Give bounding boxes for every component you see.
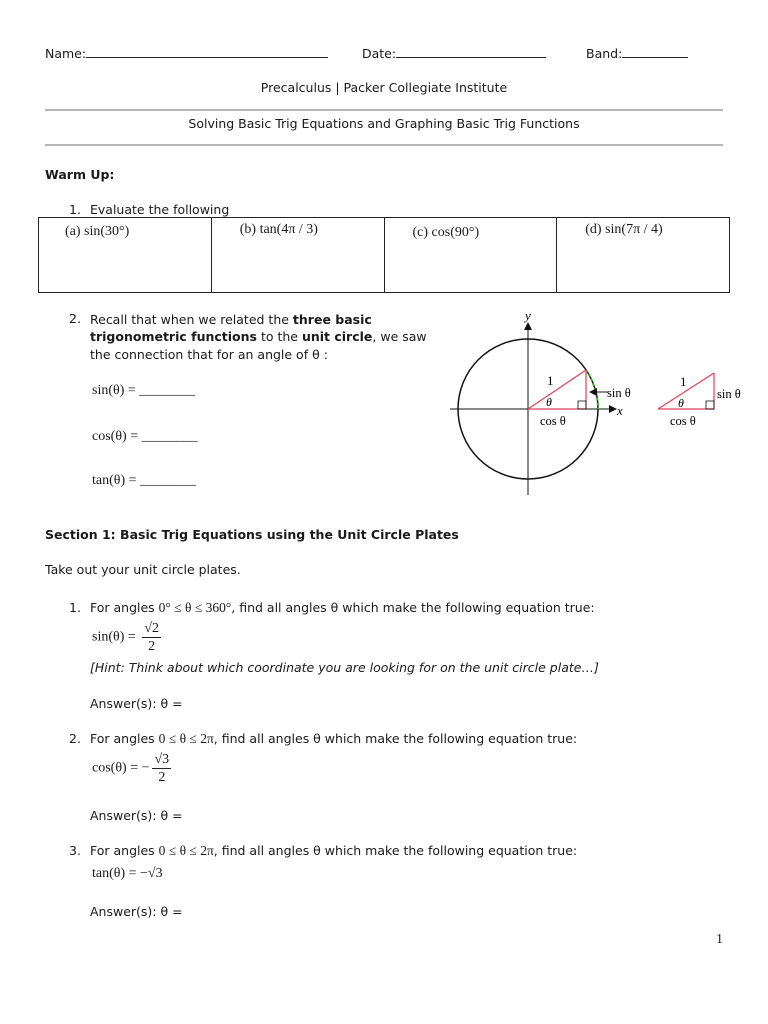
date-blank[interactable] [396,45,546,58]
small-sin-label: sin θ [717,387,741,401]
page-number: 1 [716,932,723,947]
q2-number: 2. [69,311,81,326]
sin-label: sin θ [607,386,631,400]
p1-equation: sin(θ) = $\frac{√2}{2}$ [92,621,159,654]
title-rule-top [45,109,723,111]
section1-heading: Section 1: Basic Trig Equations using the Unit Circle Plates [45,527,459,542]
small-cos-label: cos θ [670,414,696,428]
y-label: y [525,308,531,323]
band-field [586,45,688,61]
p2-equation: cos(θ) = − $\frac{√3}{2}$ [92,752,170,785]
p1-range: 0° ≤ θ ≤ 360° [158,600,232,615]
p3-range: 0 ≤ θ ≤ 2π [158,843,214,858]
p2-prompt: For angles 0 ≤ θ ≤ 2π, find all angles θ which make the following equation true: [90,731,578,746]
p3-equation: tan(θ) = −√3 [92,866,163,881]
right-angle-mark [578,401,586,409]
sin-blank[interactable]: sin(θ) = ________ [92,383,196,398]
name-blank[interactable] [86,45,328,58]
q2-bold-trig-functions: trigonometric functions [90,329,257,344]
small-right-angle-mark [706,401,714,409]
warmup-heading: Warm Up: [45,167,115,182]
p1-prompt: For angles 0° ≤ θ ≤ 360°, find all angles θ which make the following equation true: [90,600,595,615]
cell-a[interactable]: (a) sin(30°) [39,218,212,293]
q2-bold-unit-circle: unit circle [301,329,373,344]
q1-text: Evaluate the following [90,202,230,217]
p3-answer[interactable]: Answer(s): θ = [90,904,183,919]
title-rule-bottom [45,144,723,146]
date-label: Date: [362,46,397,61]
cos-blank[interactable]: cos(θ) = ________ [92,429,198,444]
p1-number: 1. [69,600,81,615]
cos-label: cos θ [540,414,566,428]
p2-fraction: $\frac{√3}{2}$ [154,752,170,785]
p3-prompt: For angles 0 ≤ θ ≤ 2π, find all angles θ which make the following equation true: [90,843,578,858]
unit-circle-diagram [440,305,768,505]
hyp-label: 1 [547,373,554,388]
band-label: Band: [586,46,623,61]
worksheet-title: Solving Basic Trig Equations and Graphing Basic Trig Functions [188,116,580,131]
angle-arc [586,370,598,409]
q1-number: 1. [69,202,81,217]
p3-number: 3. [69,843,81,858]
p2-answer[interactable]: Answer(s): θ = [90,808,183,823]
p1-hint: [Hint: Think about which coordinate you are looking for on the unit circle plate…] [90,660,599,675]
band-blank[interactable] [622,45,688,58]
hypotenuse-line [528,370,586,409]
course-line: Precalculus | Packer Collegiate Institute [260,80,508,95]
q2-line3: the connection that for an angle of θ : [90,347,328,362]
cell-d[interactable]: (d) sin(7π / 4) [557,218,730,293]
p2-number: 2. [69,731,81,746]
cell-c[interactable]: (c) cos(90°) [384,218,557,293]
evaluate-table [38,217,730,293]
small-hyp-label: 1 [680,374,687,389]
cell-b[interactable]: (b) tan(4π / 3) [211,218,384,293]
theta-label: θ [546,395,552,409]
name-label: Name: [45,46,87,61]
small-theta-label: θ [678,396,684,410]
p2-range: 0 ≤ θ ≤ 2π [158,731,214,746]
q2-bold-three-basic: three basic [292,312,372,327]
q2-line2: trigonometric functions to the unit circle, we saw [90,329,427,344]
p1-answer[interactable]: Answer(s): θ = [90,696,183,711]
name-field [45,45,328,61]
p1-fraction: $\frac{√2}{2}$ [144,621,159,654]
q2-text [90,311,372,329]
x-label: x [617,403,623,418]
section1-intro: Take out your unit circle plates. [45,562,241,577]
tan-blank[interactable]: tan(θ) = ________ [92,473,197,488]
date-field [362,45,546,61]
q2-pre: Recall that when we related the [90,312,293,327]
